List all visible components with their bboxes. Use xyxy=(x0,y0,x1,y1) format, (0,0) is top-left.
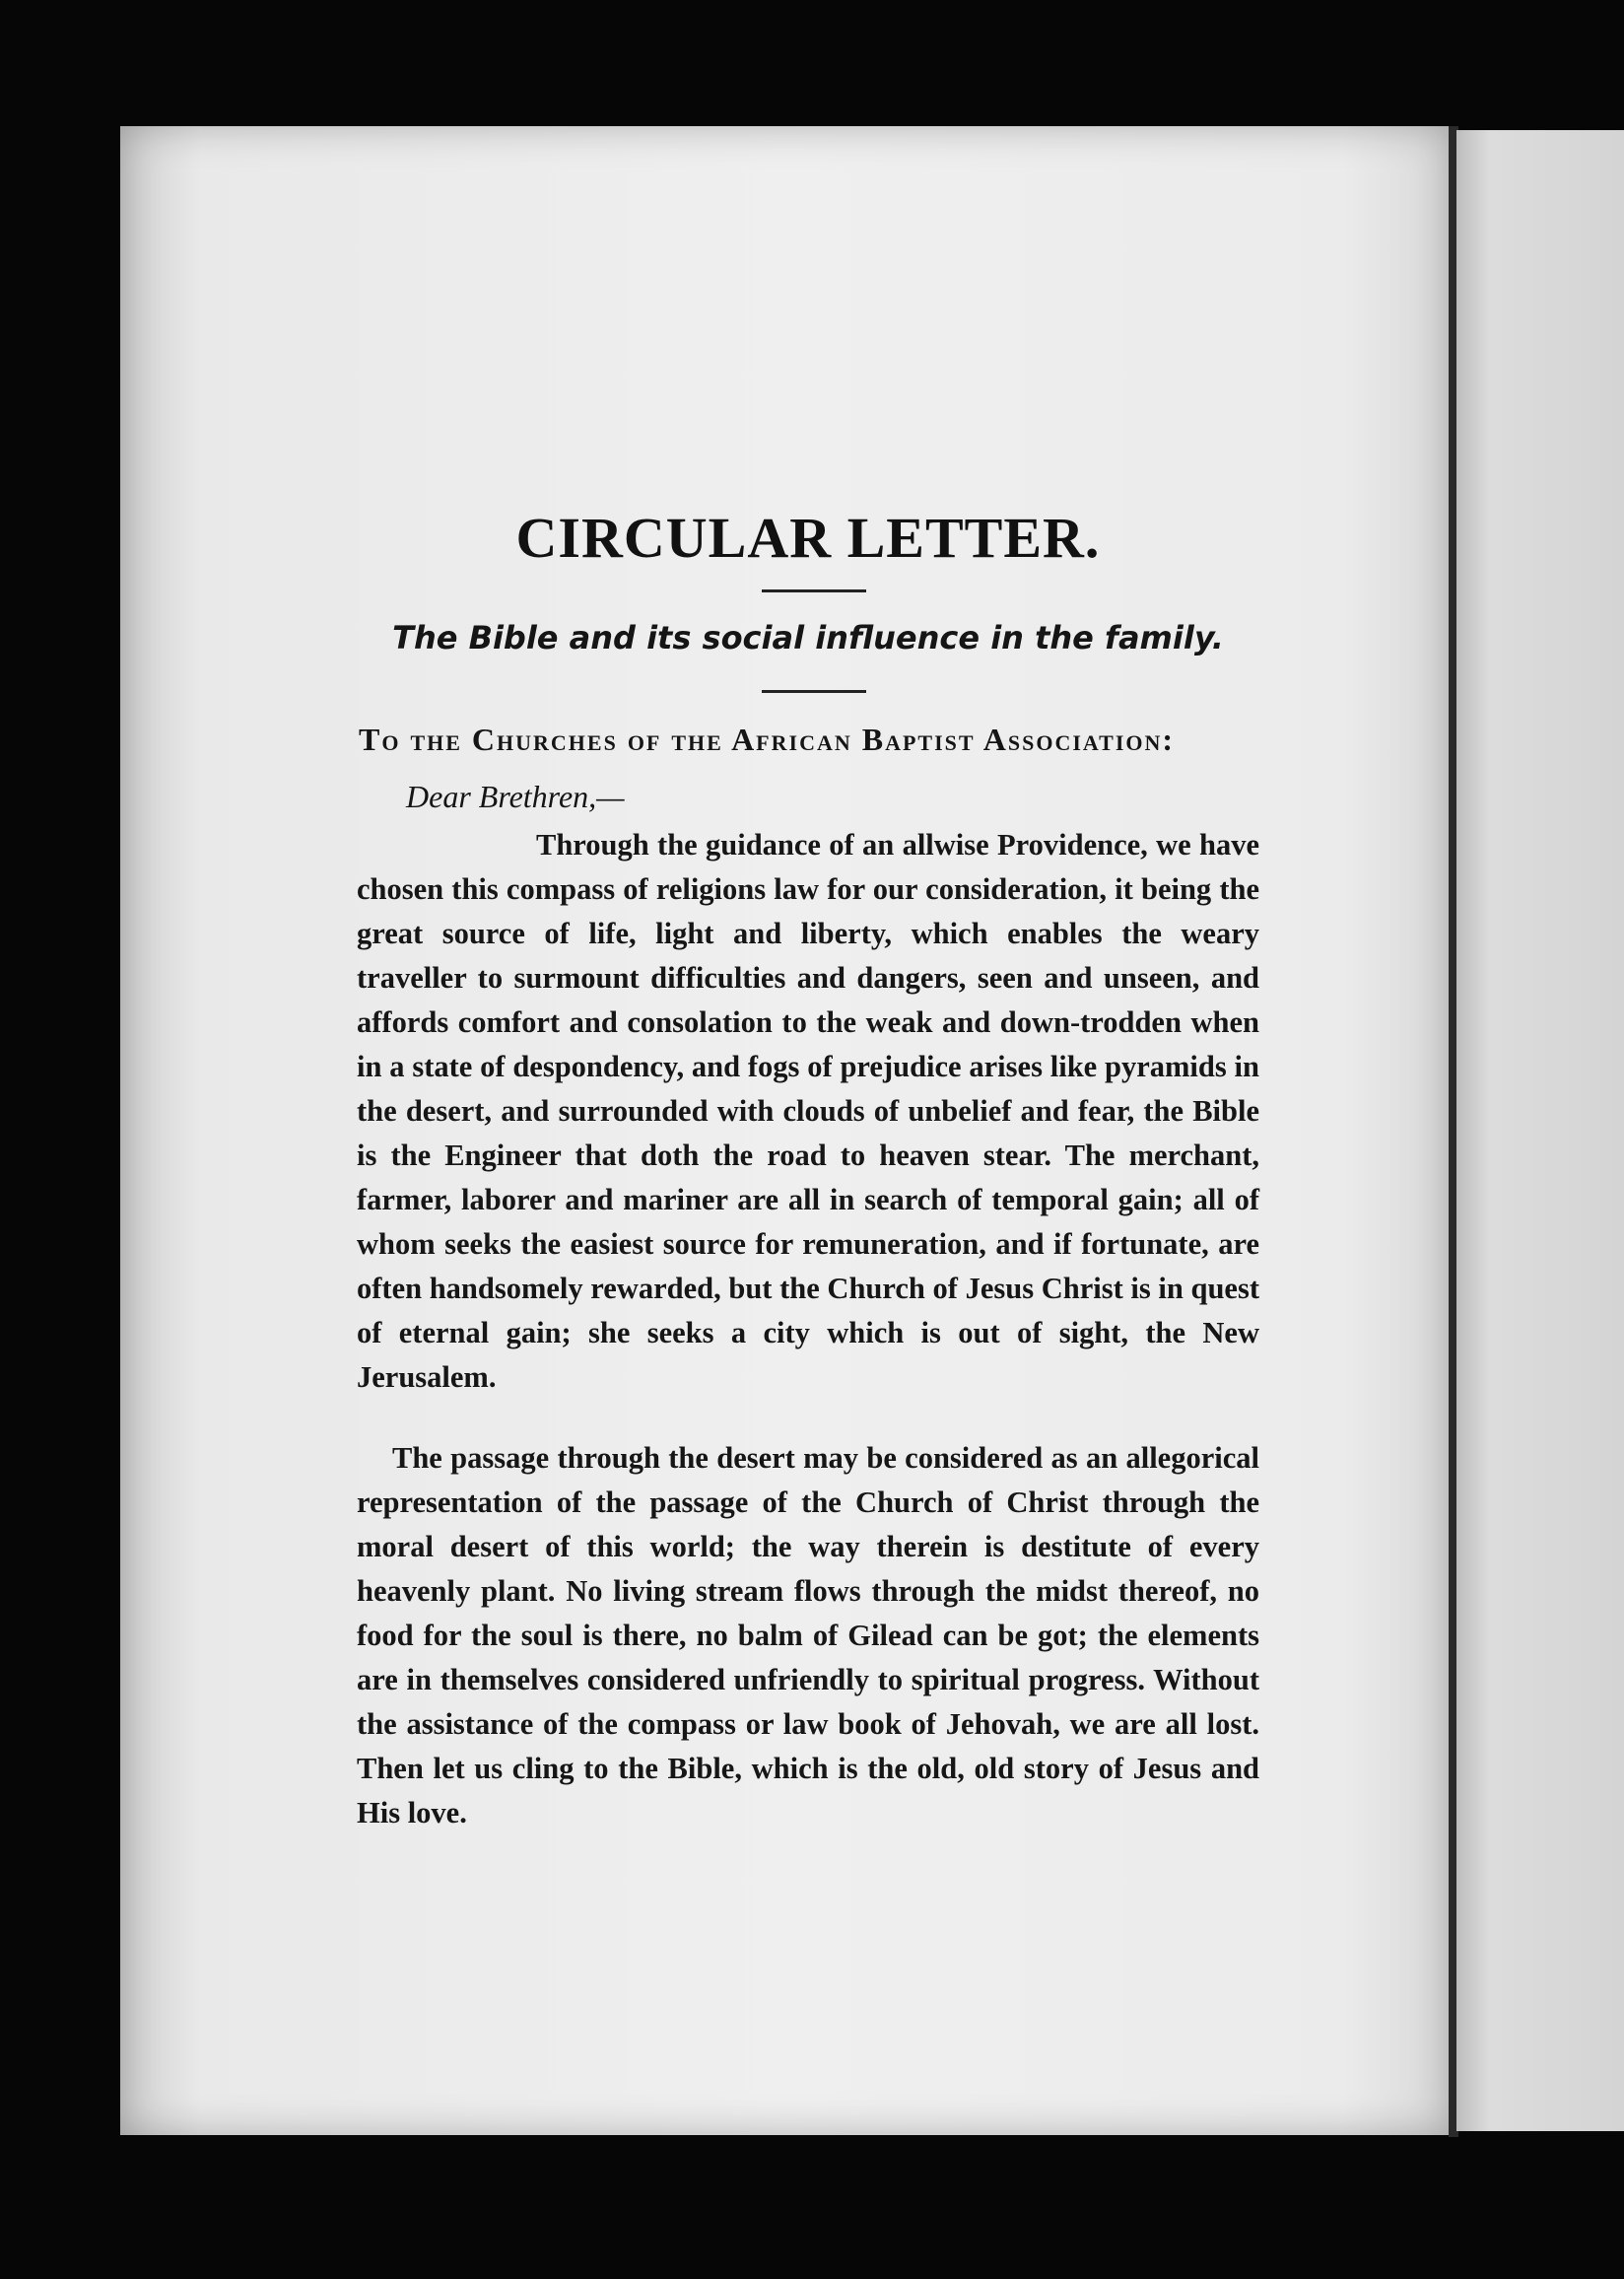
body-paragraph: Through the guidance of an allwise Providence, we have chosen this compass of religions law for our consideration, it being the great source of life, light and liberty, which enables the weary traveller to surmount difficulties and dangers, seen and unseen, and affords comfort and consolation to the weak and down-trodden when in a state of despondency, and fogs of prejudice arises like pyramids in the desert, and surrounded with clouds of unbelief and fear, the Bible is the Engineer that doth the road to heaven stear. The merchant, farmer, laborer and mariner are all in search of temporal gain; all of whom seeks the easiest source for remuneration, and if fortunate, are often handsomely rewarded, but the Church of Jesus Christ is in quest of eternal gain; she seeks a city which is out of sight, the New Jerusalem. xyxy=(357,828,1259,1394)
body-paragraph: The passage through the desert may be considered as an allegorical representation of the passage of the Church of Christ through the moral desert of this world; the way therein is destitute of every heavenly plant. No living stream flows through the midst thereof, no food for the soul is there, no balm of Gilead can be got; the elements are in themselves considered unfriendly to spiritual progress. Without the assistance of the compass or law book of Jehovah, we are all lost. Then let us cling to the Bible, which is the old, old story of Jesus and His love. xyxy=(357,1441,1259,1830)
title-divider xyxy=(762,589,866,592)
address-line: To the Churches of the African Baptist Association: xyxy=(359,722,1176,757)
subtitle-divider xyxy=(762,690,866,693)
document-title: CIRCULAR LETTER. xyxy=(515,506,1101,570)
document-subtitle: The Bible and its social influence in the family. xyxy=(392,619,1224,656)
adjacent-page-edge xyxy=(1456,130,1624,2131)
greeting: Dear Brethren,— xyxy=(406,779,625,814)
